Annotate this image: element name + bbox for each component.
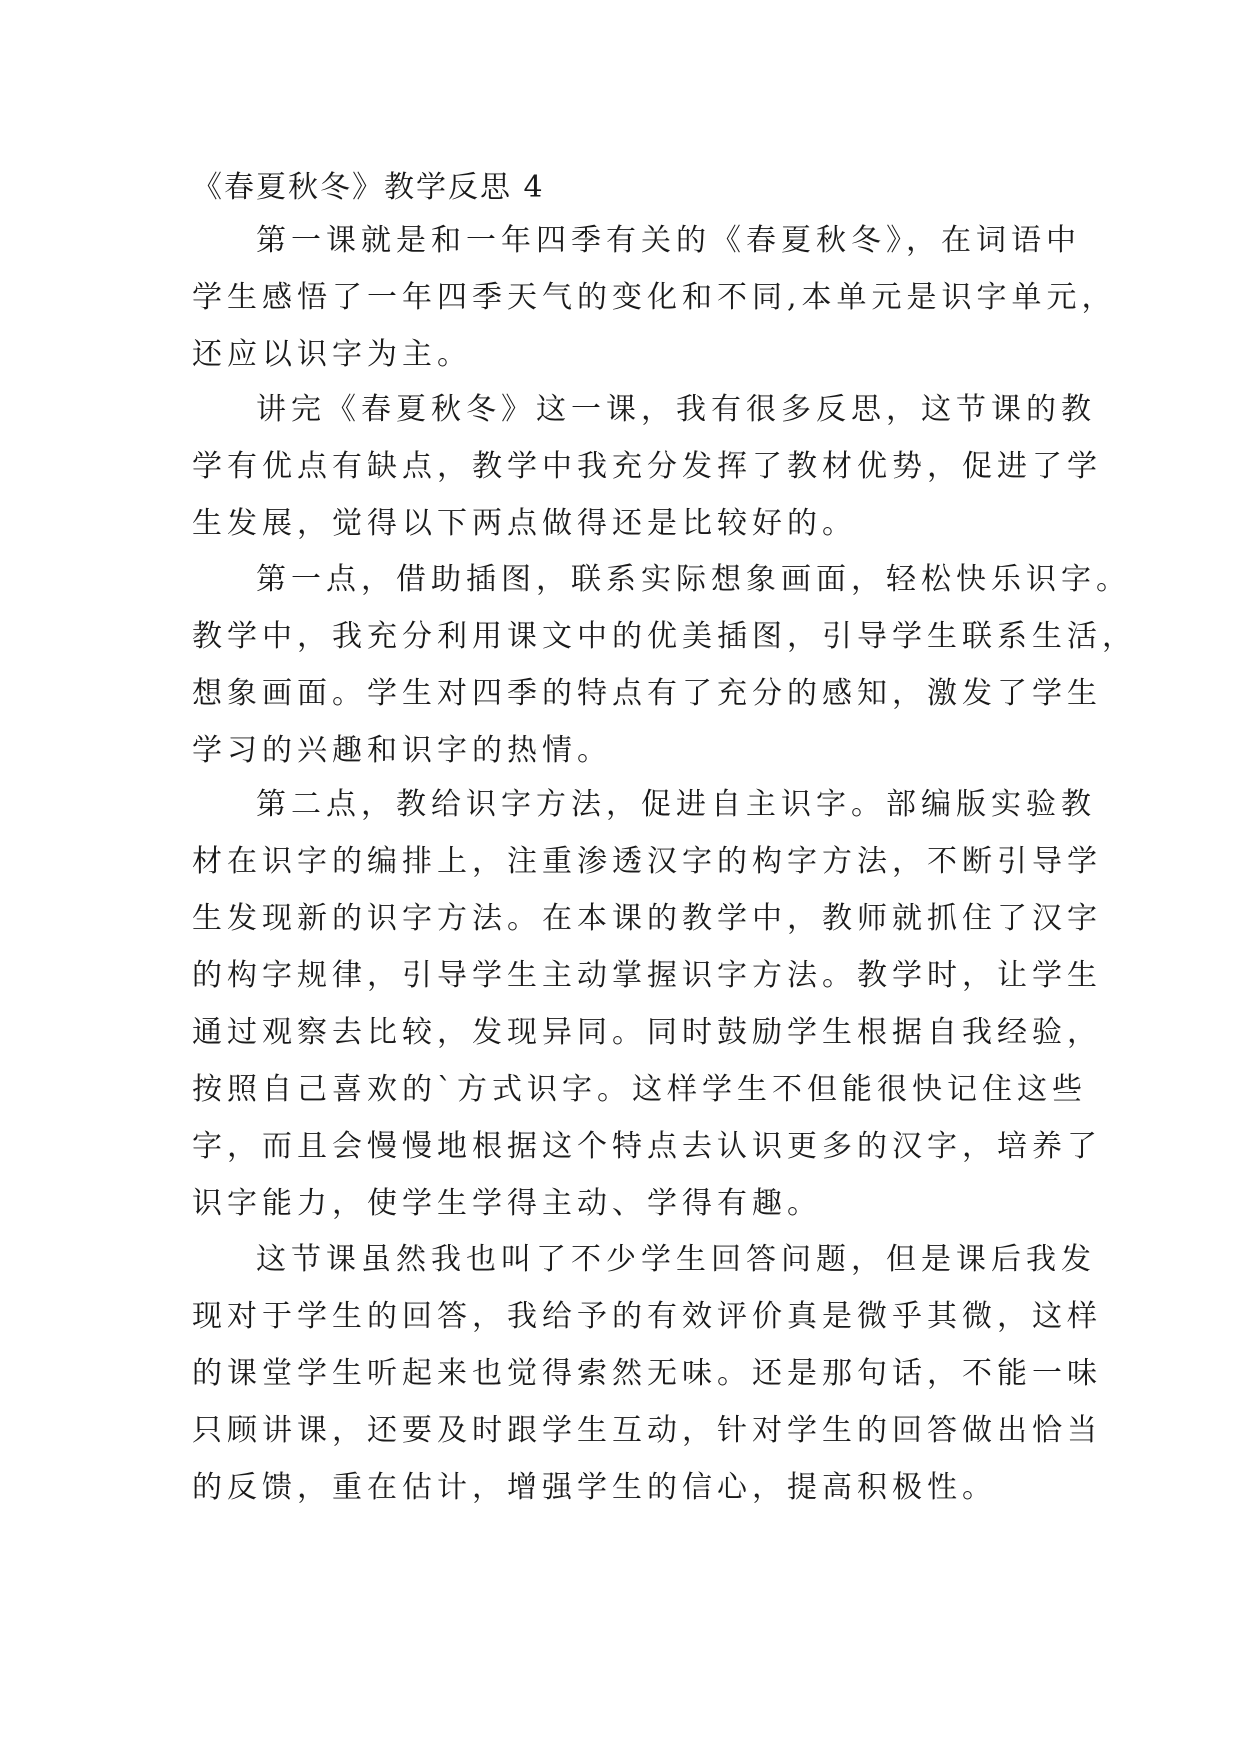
paragraph-line: 还应以识字为主。: [192, 337, 472, 372]
paragraph-2: [192, 381, 1102, 552]
paragraph-line: 学有优点有缺点，教学中我充分发挥了教材优势，促进了学: [192, 449, 1102, 484]
paragraph-line: 的构字规律，引导学生主动掌握识字方法。教学时，让学生: [192, 958, 1102, 993]
paragraph-line: 想象画面。学生对四季的特点有了充分的感知，激发了学生: [192, 676, 1102, 711]
paragraph-line: 这节课虽然我也叫了不少学生回答问题，但是课后我发: [256, 1242, 1096, 1277]
paragraph-3: [192, 551, 1137, 779]
paragraph-line: 识字能力，使学生学得主动、学得有趣。: [192, 1186, 822, 1221]
paragraph-5: [192, 1231, 1102, 1516]
paragraph-4: [192, 776, 1102, 1232]
paragraph-line: 的反馈，重在估计，增强学生的信心，提高积极性。: [192, 1470, 997, 1505]
paragraph-line: 现对于学生的回答，我给予的有效评价真是微乎其微，这样: [192, 1299, 1102, 1334]
paragraph-line: 学习的兴趣和识字的热情。: [192, 733, 612, 768]
paragraph-line: 第二点，教给识字方法，促进自主识字。部编版实验教: [256, 787, 1096, 822]
document-title: 《春夏秋冬》教学反思 4: [192, 170, 545, 205]
paragraph-line: 的课堂学生听起来也觉得索然无味。还是那句话，不能一味: [192, 1356, 1102, 1391]
paragraph-line: 生发展，觉得以下两点做得还是比较好的。: [192, 506, 857, 541]
paragraph-line: 通过观察去比较，发现异同。同时鼓励学生根据自我经验，: [192, 1015, 1102, 1050]
paragraph-line: 讲完《春夏秋冬》这一课，我有很多反思，这节课的教: [256, 392, 1096, 427]
paragraph-line: 第一点，借助插图，联系实际想象画面，轻松快乐识字。: [256, 562, 1131, 597]
paragraph-line: 学生感悟了一年四季天气的变化和不同,本单元是识字单元，: [192, 280, 1117, 315]
paragraph-line: 字，而且会慢慢地根据这个特点去认识更多的汉字，培养了: [192, 1129, 1102, 1164]
paragraph-1: [192, 212, 1117, 383]
paragraph-line: 材在识字的编排上，注重渗透汉字的构字方法，不断引导学: [192, 844, 1102, 879]
paragraph-line: 第一课就是和一年四季有关的《春夏秋冬》，在词语中: [256, 223, 1081, 258]
paragraph-line: 教学中，我充分利用课文中的优美插图，引导学生联系生活，: [192, 619, 1137, 654]
paragraph-line: 按照自己喜欢的`方式识字。这样学生不但能很快记住这些: [192, 1072, 1087, 1107]
paragraph-line: 只顾讲课，还要及时跟学生互动，针对学生的回答做出恰当: [192, 1413, 1102, 1448]
paragraph-line: 生发现新的识字方法。在本课的教学中，教师就抓住了汉字: [192, 901, 1102, 936]
